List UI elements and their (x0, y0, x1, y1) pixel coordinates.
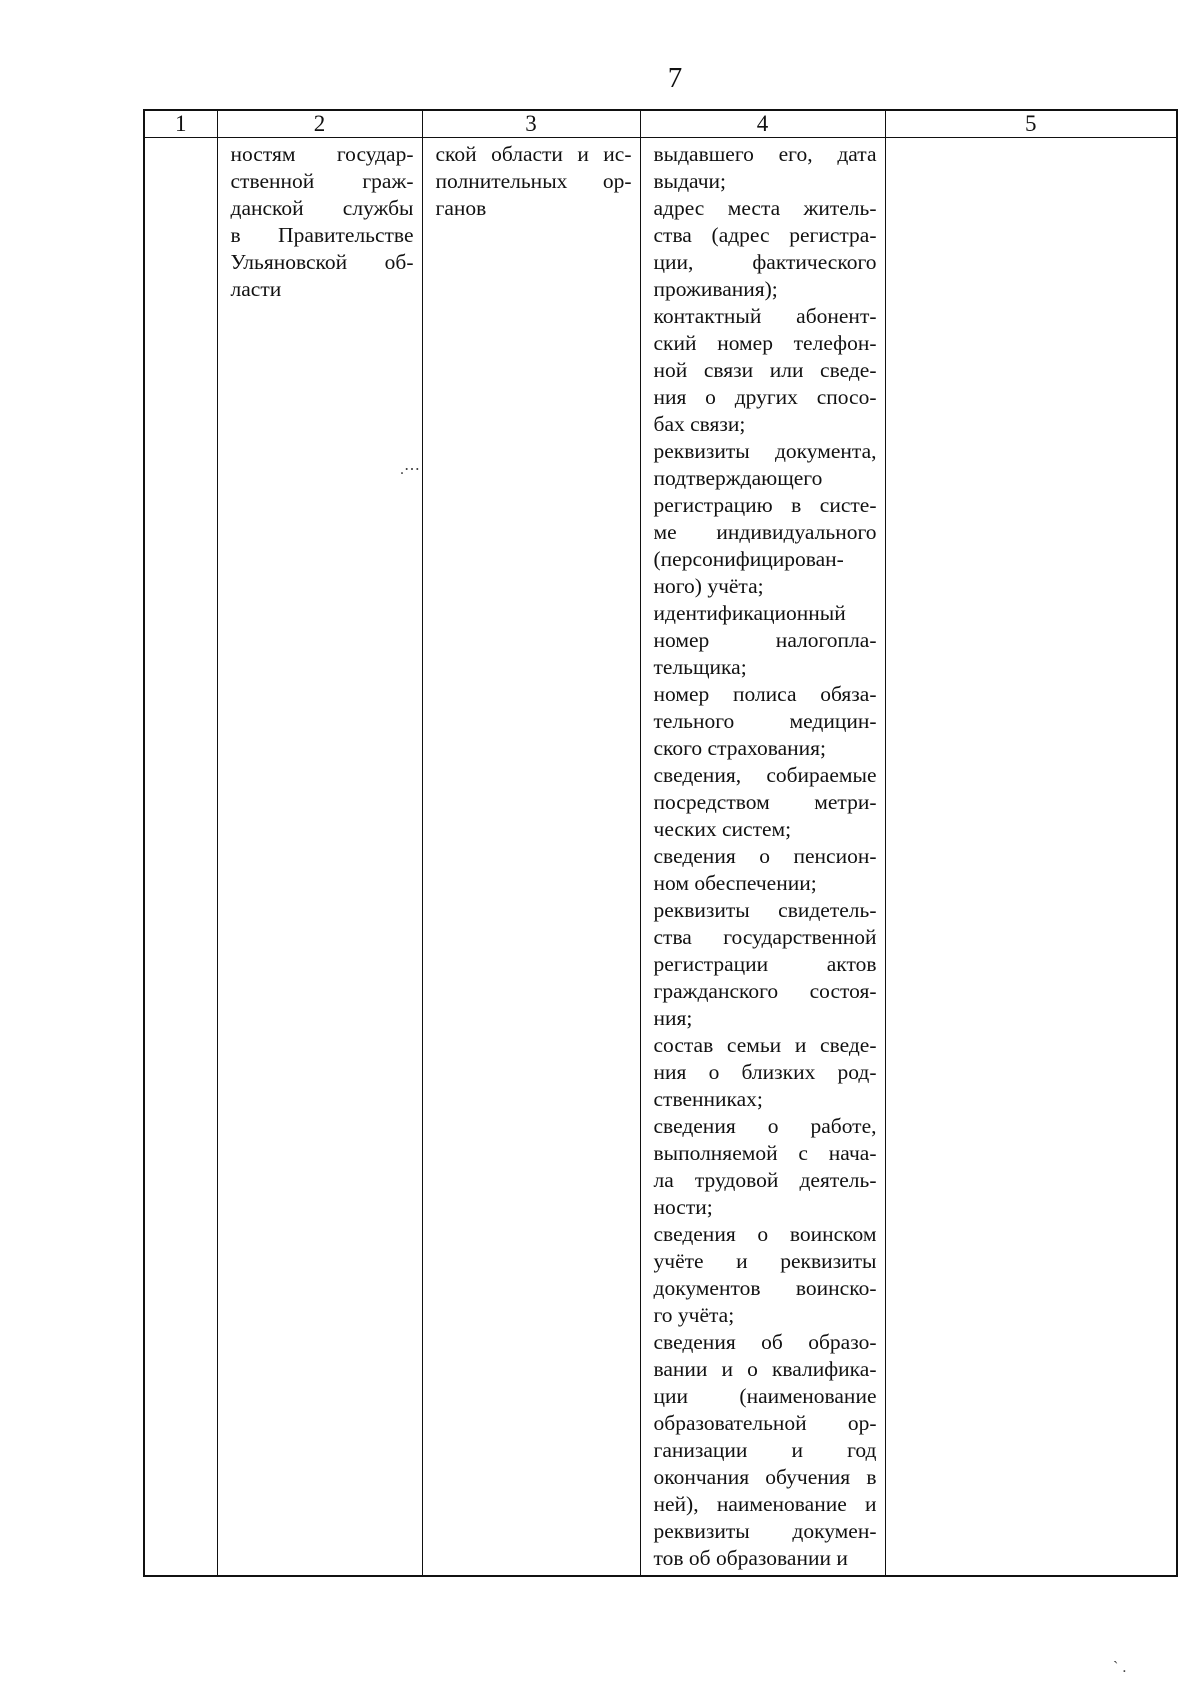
cell-line: сведения о пенсион- (653, 844, 877, 868)
cell-line: ской области и ис- (435, 142, 632, 166)
cell-col-4 (640, 138, 885, 1577)
cell-line: реквизиты документа, (653, 439, 877, 463)
cell-col-3-text (436, 141, 632, 222)
cell-line: реквизиты докумен- (653, 1519, 877, 1543)
cell-line: номер полиса обяза- (653, 682, 877, 706)
cell-line: выдачи; (653, 169, 727, 193)
cell-line: ции (наименование (653, 1384, 877, 1408)
cell-line: ции, фактического (653, 250, 877, 274)
cell-line: номер налогопла- (653, 628, 877, 652)
cell-line: ственной граж- (230, 169, 414, 193)
cell-line: ней), наименование и (653, 1492, 877, 1516)
cell-line: идентификационный (653, 601, 846, 625)
cell-line: сведения, собираемые (653, 763, 877, 787)
cell-line: ного) учёта; (653, 574, 764, 598)
cell-line: Ульяновской об- (230, 250, 414, 274)
cell-line: контактный абонент- (653, 304, 877, 328)
cell-line: (персонифицирован- (653, 547, 844, 571)
cell-line: ласти (230, 277, 282, 301)
cell-line: регистрации актов (653, 952, 877, 976)
cell-line: ственниках; (653, 1087, 763, 1111)
cell-line: образовательной ор- (653, 1411, 877, 1435)
cell-line: адрес места житель- (653, 196, 877, 220)
cell-line: ганизации и год (653, 1438, 877, 1462)
cell-line: посредством метри- (653, 790, 877, 814)
cell-line: бах связи; (653, 412, 746, 436)
cell-line: данской службы (230, 196, 414, 220)
cell-line: проживания); (653, 277, 778, 301)
header-col-4: 4 (640, 110, 885, 138)
scan-speck: .⋯ (400, 461, 420, 478)
header-col-2: 2 (217, 110, 422, 138)
cell-line: ния о других спосо- (653, 385, 877, 409)
cell-col-2-text (231, 141, 414, 303)
cell-line: ла трудовой деятель- (653, 1168, 877, 1192)
cell-line: тельщика; (653, 655, 747, 679)
cell-line: ной связи или сведе- (653, 358, 877, 382)
cell-line: ния о близких род- (653, 1060, 877, 1084)
cell-line: документов воинско- (653, 1276, 877, 1300)
cell-line: ности; (653, 1195, 713, 1219)
cell-line: ме индивидуального (653, 520, 877, 544)
scan-speck: ` . (1113, 1659, 1127, 1676)
table-row (144, 138, 1177, 1577)
header-col-5: 5 (885, 110, 1177, 138)
cell-line: состав семьи и сведе- (653, 1033, 877, 1057)
document-table (143, 109, 1178, 1577)
cell-line: выполняемой с нача- (653, 1141, 877, 1165)
cell-line: ния; (653, 1006, 693, 1030)
header-col-1: 1 (144, 110, 217, 138)
cell-col-5 (885, 138, 1177, 1577)
page-number: 7 (667, 62, 683, 94)
cell-line: гражданского состоя- (653, 979, 877, 1003)
cell-line: сведения о работе, (653, 1114, 877, 1138)
cell-line: ства государственной (653, 925, 877, 949)
header-row (144, 110, 1177, 138)
cell-line: ского страхования; (653, 736, 827, 760)
header-col-3: 3 (422, 110, 640, 138)
cell-line: реквизиты свидетель- (653, 898, 877, 922)
cell-col-2 (217, 138, 422, 1577)
cell-line: тельного медицин- (653, 709, 877, 733)
cell-line: в Правительстве (230, 223, 414, 247)
cell-line: вании и о квалифика- (653, 1357, 877, 1381)
cell-line: выдавшего его, дата (653, 142, 877, 166)
cell-line: тов об образовании и (653, 1546, 848, 1570)
cell-line: учёте и реквизиты (653, 1249, 877, 1273)
cell-line: ства (адрес регистра- (653, 223, 877, 247)
cell-line: сведения об образо- (653, 1330, 877, 1354)
cell-col-1 (144, 138, 217, 1577)
cell-line: регистрацию в систе- (653, 493, 877, 517)
cell-line: ном обеспечении; (653, 871, 817, 895)
cell-line: ностям государ- (230, 142, 414, 166)
cell-line: полнительных ор- (435, 169, 632, 193)
cell-col-3 (422, 138, 640, 1577)
cell-line: подтверждающего (653, 466, 823, 490)
cell-col-4-text (654, 141, 877, 1572)
cell-line: ганов (435, 196, 487, 220)
cell-line: ский номер телефон- (653, 331, 877, 355)
cell-line: ческих систем; (653, 817, 792, 841)
cell-line: го учёта; (653, 1303, 735, 1327)
cell-line: сведения о воинском (653, 1222, 877, 1246)
cell-line: окончания обучения в (653, 1465, 877, 1489)
